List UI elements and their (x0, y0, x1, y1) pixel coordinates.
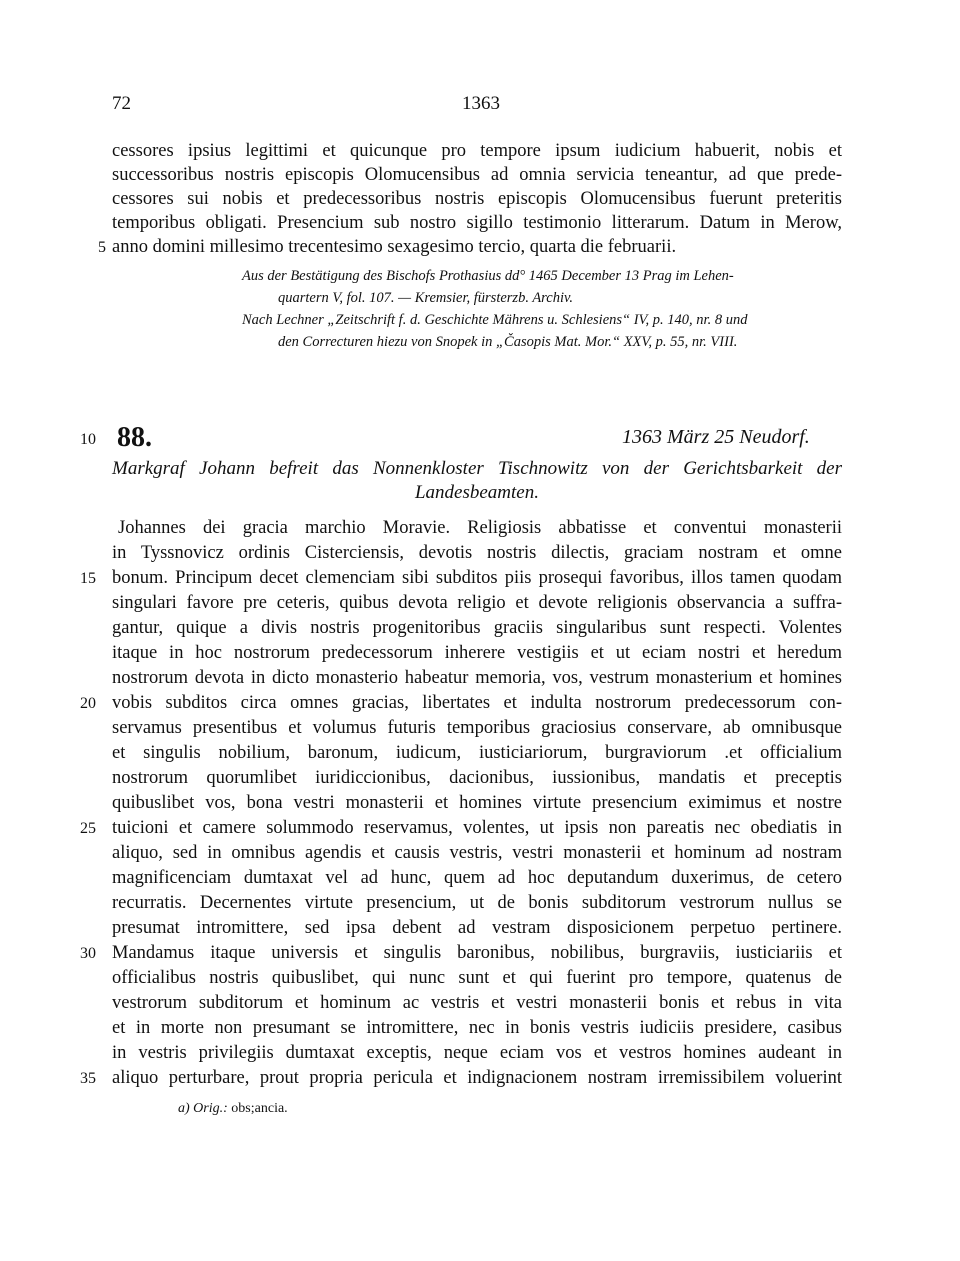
body-line: servamus presentibus et volumus futuris temporibus graciosius conservare, ab omnibusque (112, 718, 842, 738)
body-line: et in morte non presumant se intromittere, nec in bonis vestris iudiciis presidere, casibus (112, 1018, 842, 1038)
body-line: quibuslibet vos, bona vestri monasterii et homines virtute presencium eximimus et nostre (112, 793, 842, 813)
body-line: vobis subditos circa omnes gracias, libertates et indulta nostrorum predecessorum con- (112, 693, 842, 713)
body-line: nostrorum devota in dicto monasterio habeatur memoria, vos, vestrum monasterium et homines (112, 668, 842, 688)
body-line: nostrorum quorumlibet iuridiccionibus, dacionibus, iussionibus, mandatis et preceptis (112, 768, 842, 788)
source-note: Nach Lechner „Zeitschrift f. d. Geschichte Mährens u. Schlesiens“ IV, p. 140, nr. 8 und (242, 312, 748, 328)
text-line: successoribus nostris episcopis Olomucensibus ad omnia servicia teneantur, ad que prede- (112, 165, 842, 185)
line-number: 20 (80, 695, 96, 712)
running-header-year: 1363 (462, 93, 500, 114)
line-number: 15 (80, 570, 96, 587)
document-title-continued: Landesbeamten. (414, 482, 539, 503)
text-line: temporibus obligati. Presencium sub nostro sigillo testimonio litterarum. Datum in Merow, (112, 213, 842, 233)
body-line: gantur, quique a divis nostris progenitoribus graciis singularibus sunt respecti. Volentes (112, 618, 842, 638)
body-line: tuicioni et camere solummodo reservamus, volentes, ut ipsis non pareatis nec obediatis in (112, 818, 842, 838)
body-line: officialibus nostris quibuslibet, qui nunc sunt et qui fuerint pro tempore, quatenus de (112, 968, 842, 988)
body-line: vestrorum subditorum et hominum ac vestris et vestri monasterii bonis et rebus in vita (112, 993, 842, 1013)
body-line: et singulis nobilium, baronum, iudicum, iusticiariorum, burgraviorum .et officialium (112, 743, 842, 763)
body-line: itaque in hoc nostrorum predecessorum inherere vestigiis et ut eciam nostri et heredum (112, 643, 842, 663)
body-line: aliquo perturbare, prout propria pericula et indignacionem nostram irremissibilem voluerint (112, 1068, 842, 1088)
footnote (178, 1101, 288, 1117)
source-note: den Correcturen hiezu von Snopek in „Časopis Mat. Mor.“ XXV, p. 55, nr. VIII. (278, 334, 738, 350)
body-line: Johannes dei gracia marchio Moravie. Religiosis abbatisse et conventui monasterii (118, 518, 842, 538)
body-line: singulari favore pre ceteris, quibus devota religio et devote religionis observancia a suffra- (112, 593, 842, 613)
body-line: in vestris privilegiis dumtaxat exceptis, neque eciam vos et vestros homines audeant in (112, 1043, 842, 1063)
source-note: Aus der Bestätigung des Bischofs Prothasius dd° 1465 December 13 Prag im Lehen- (242, 268, 734, 284)
line-number: 5 (98, 239, 106, 256)
line-number: 35 (80, 1070, 96, 1087)
text-line: cessores ipsius legittimi et quicunque pro tempore ipsum iudicium habuerit, nobis et (112, 141, 842, 161)
body-line: in Tyssnovicz ordinis Cisterciensis, devotis nostris dilectis, graciam nostram et omne (112, 543, 842, 563)
line-number: 25 (80, 820, 96, 837)
line-number: 30 (80, 945, 96, 962)
document-title: Markgraf Johann befreit das Nonnenkloster Tischnowitz von der Gerichtsbarkeit der (112, 458, 842, 479)
body-line: recurratis. Decernentes virtute presencium, ut de bonis subditorum vestrorum nullus se (112, 893, 842, 913)
body-line: magnificenciam dumtaxat vel ad hunc, quem ad hoc deputandum duxerimus, de cetero (112, 868, 842, 888)
source-note: quartern V, fol. 107. — Kremsier, fürsterzb. Archiv. (278, 290, 573, 306)
document-date: 1363 März 25 Neudorf. (622, 426, 810, 448)
document-number: 88. (117, 422, 152, 453)
text-line: cessores sui nobis et predecessoribus nostris episcopis Olomucensibus fuerunt preteritis (112, 189, 842, 209)
footnote-text: obs;ancia. (231, 1101, 288, 1116)
footnote-marker: a) (178, 1101, 190, 1116)
text-line: anno domini millesimo trecentesimo sexagesimo tercio, quarta die februarii. (112, 237, 677, 257)
page-number: 72 (112, 93, 131, 114)
body-line: presumat intromittere, sed ipsa debent ad vestram disposicionem perpetuo pertinere. (112, 918, 842, 938)
body-line: aliquo, sed in omnibus agendis et causis vestris, vestri monasterii et hominum ad nostram (112, 843, 842, 863)
body-line: bonum. Principum decet clemenciam sibi subditos piis prosequi favoribus, illos tamen quodam (112, 568, 842, 588)
footnote-label: Orig.: (193, 1101, 228, 1116)
line-number: 10 (80, 431, 96, 448)
body-line: Mandamus itaque universis et singulis baronibus, nobilibus, burgraviis, iusticiariis et (112, 943, 842, 963)
